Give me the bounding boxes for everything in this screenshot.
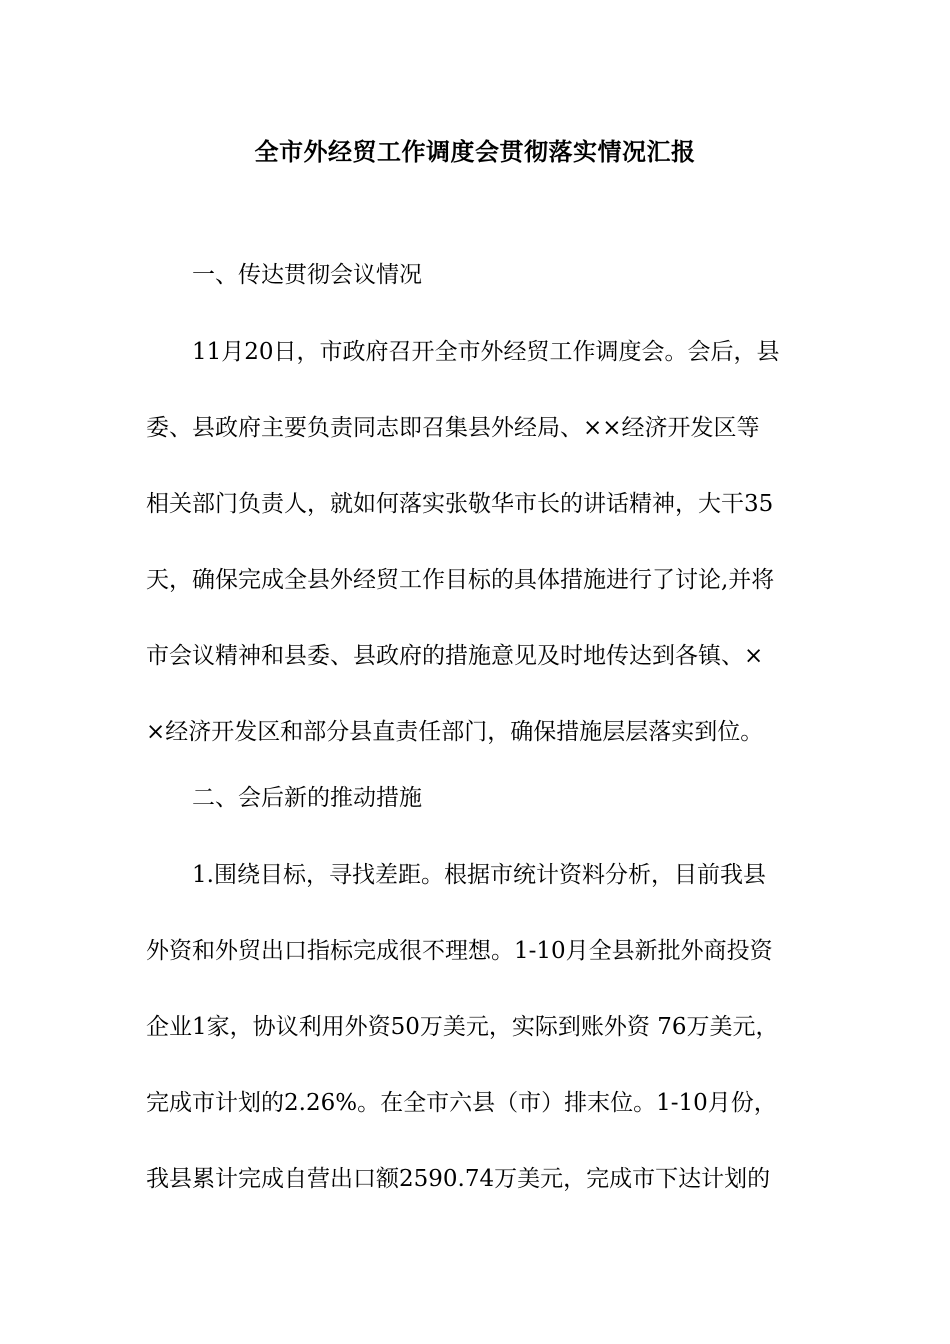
paragraph-line: 我县累计完成自营出口额2590.74万美元，完成市下达计划的 [146,1166,771,1192]
paragraph-line: 1.围绕目标，寻找差距。根据市统计资料分析，目前我县 [192,862,766,888]
document-title: 全市外经贸工作调度会贯彻落实情况汇报 [254,137,696,166]
paragraph-line: 市会议精神和县委、县政府的措施意见及时地传达到各镇、× [146,643,764,669]
paragraph-line: ×经济开发区和部分县直责任部门，确保措施层层落实到位。 [146,719,764,745]
section-heading-1: 一、传达贯彻会议情况 [192,262,422,288]
paragraph-line: 委、县政府主要负责同志即召集县外经局、××经济开发区等 [146,415,760,441]
paragraph-line: 企业1家，协议利用外资50万美元，实际到账外资 76万美元， [146,1014,779,1040]
paragraph-line: 11月20日，市政府召开全市外经贸工作调度会。会后，县 [192,339,780,365]
paragraph-line: 相关部门负责人，就如何落实张敬华市长的讲话精神，大干35 [146,491,774,517]
paragraph-line: 外资和外贸出口指标完成很不理想。1-10月全县新批外商投资 [146,938,773,964]
section2-paragraph [146,857,826,1237]
paragraph-line: 天，确保完成全县外经贸工作目标的具体措施进行了讨论,并将 [146,567,775,593]
paragraph-line: 完成市计划的2.26%。在全市六县（市）排末位。1-10月份， [146,1090,777,1116]
section-heading-2: 二、会后新的推动措施 [192,785,422,811]
section1-paragraph [146,334,826,790]
